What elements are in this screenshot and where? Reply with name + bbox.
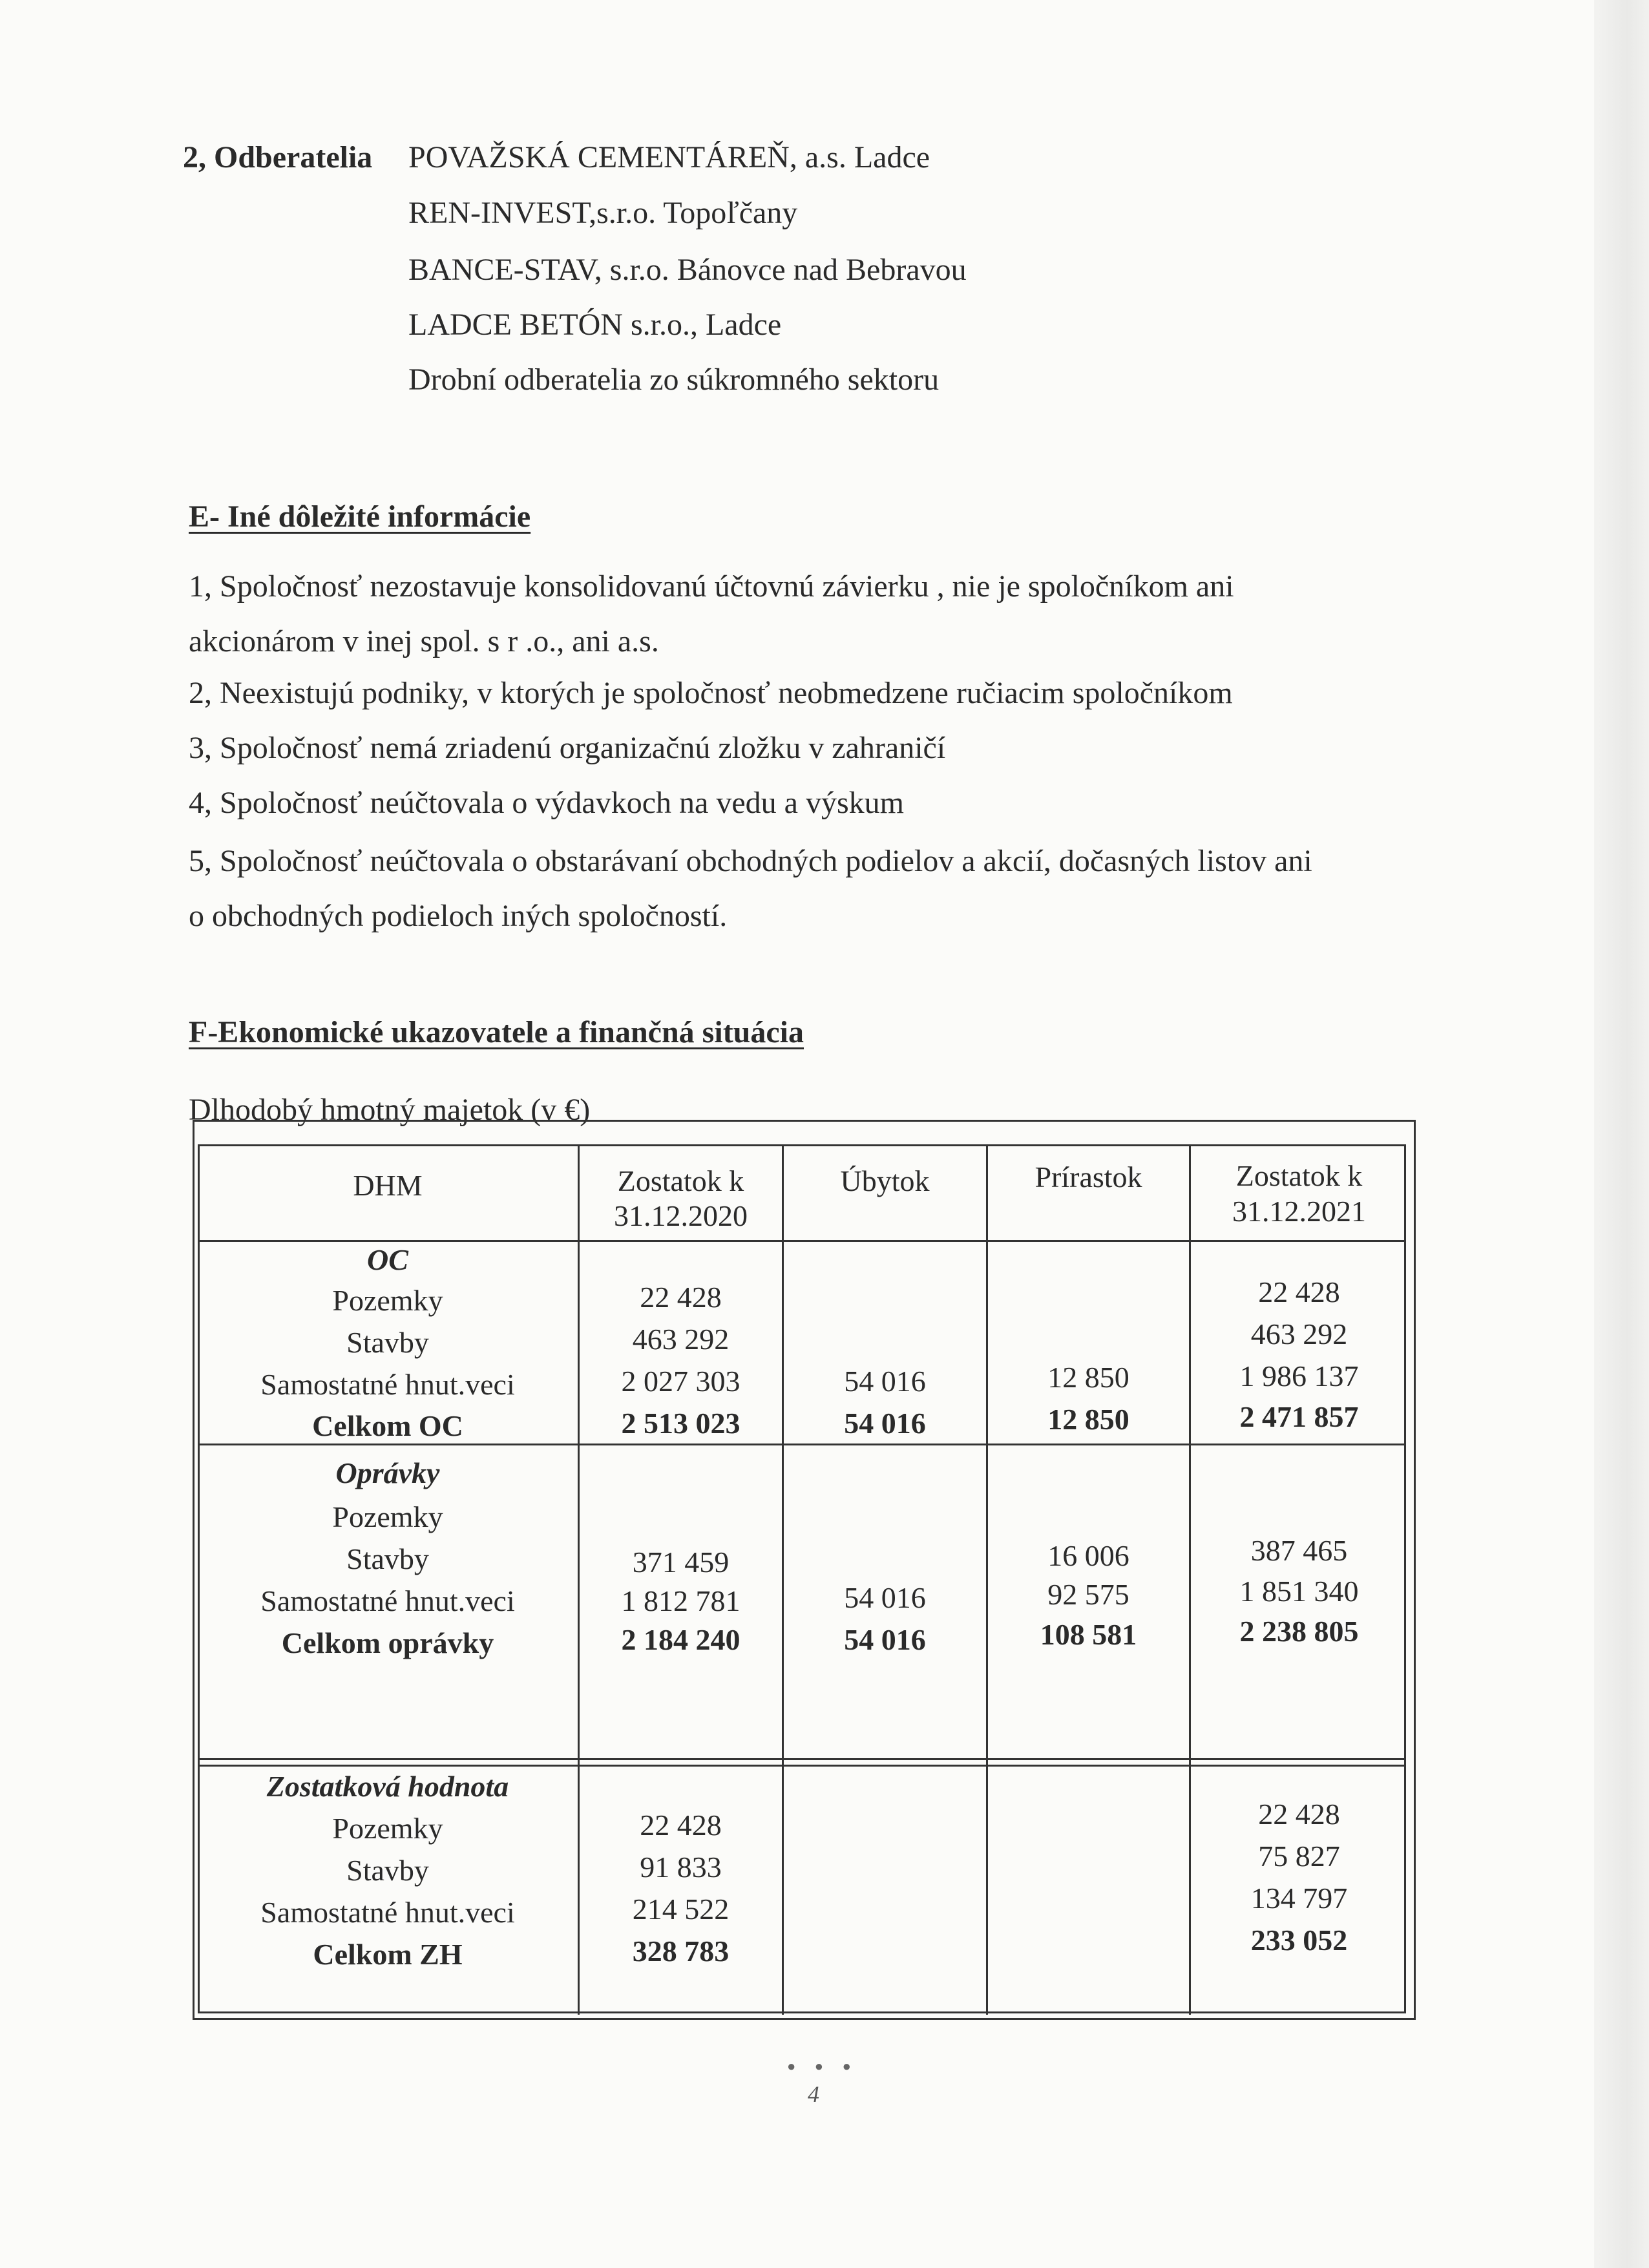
customer-item: REN-INVEST,s.r.o. Topoľčany: [408, 196, 798, 230]
row-divider: [198, 1765, 1406, 1767]
oc-total-label: Celkom OC: [312, 1409, 463, 1442]
oc-label: Stavby: [346, 1326, 429, 1359]
zh-label: Stavby: [346, 1854, 429, 1887]
header-end-1: Zostatok k: [1235, 1159, 1363, 1192]
opravky-ubytok-value: 54 016: [844, 1581, 926, 1614]
opravky-title: Oprávky: [335, 1456, 440, 1489]
oc-start-total: 2 513 023: [621, 1407, 740, 1440]
zh-start-value: 214 522: [632, 1893, 730, 1926]
row-divider: [198, 1240, 1406, 1242]
zh-title: Zostatková hodnota: [266, 1770, 509, 1803]
opravky-prirastok-total: 108 581: [1040, 1618, 1137, 1651]
zh-end-value: 134 797: [1250, 1882, 1348, 1915]
info-line: 1, Spoločnosť nezostavuje konsolidovanú účtovnú závierku , nie je spoločníkom ani: [189, 569, 1234, 604]
oc-end-value: 22 428: [1258, 1276, 1340, 1308]
oc-title: OC: [367, 1243, 408, 1276]
header-start-2: 31.12.2020: [614, 1199, 748, 1232]
assets-table: [193, 1120, 1416, 2020]
opravky-start-value: 1 812 781: [621, 1584, 740, 1617]
opravky-end-value: 1 851 340: [1239, 1575, 1359, 1608]
zh-total-label: Celkom ZH: [313, 1938, 463, 1971]
info-line: 3, Spoločnosť nemá zriadenú organizačnú zložku v zahraničí: [189, 731, 946, 765]
info-line: 5, Spoločnosť neúčtovala o obstarávaní obchodných podielov a akcií, dočasných listov ani: [189, 844, 1312, 878]
oc-end-value: 463 292: [1250, 1318, 1348, 1350]
opravky-label: Samostatné hnut.veci: [260, 1584, 515, 1617]
opravky-end-total: 2 238 805: [1239, 1615, 1359, 1648]
zh-end-value: 75 827: [1258, 1840, 1340, 1873]
oc-label: Pozemky: [332, 1284, 443, 1317]
opravky-end-value: 387 465: [1250, 1534, 1348, 1567]
section-e-heading: E- Iné dôležité informácie: [189, 499, 531, 534]
header-dhm: DHM: [353, 1169, 423, 1202]
customer-item: Drobní odberatelia zo súkromného sektoru: [408, 362, 940, 397]
section-f-heading: F-Ekonomické ukazovatele a finančná situácia: [189, 1015, 804, 1049]
header-ubytok: Úbytok: [840, 1164, 930, 1197]
header-start-1: Zostatok k: [617, 1164, 744, 1197]
zh-start-value: 91 833: [640, 1851, 722, 1884]
zh-label: Pozemky: [332, 1812, 443, 1845]
oc-prirastok-total: 12 850: [1047, 1403, 1129, 1436]
header-prirastok: Prírastok: [1035, 1160, 1142, 1193]
zh-start-value: 22 428: [640, 1809, 722, 1842]
info-line: 2, Neexistujú podniky, v ktorých je spoločnosť neobmedzene ručiacim spoločníkom: [189, 676, 1233, 710]
oc-ubytok-value: 54 016: [844, 1365, 926, 1398]
header-end-2: 31.12.2021: [1232, 1195, 1366, 1228]
oc-end-total: 2 471 857: [1239, 1400, 1359, 1433]
info-line: akcionárom v inej spol. s r .o., ani a.s.: [189, 624, 659, 658]
oc-start-value: 463 292: [632, 1323, 730, 1356]
opravky-prirastok-value: 92 575: [1047, 1578, 1129, 1611]
customers-label: 2, Odberatelia: [183, 140, 373, 174]
row-divider: [198, 1758, 1406, 1760]
zh-label: Samostatné hnut.veci: [260, 1896, 515, 1929]
oc-start-value: 2 027 303: [621, 1365, 740, 1398]
oc-start-value: 22 428: [640, 1281, 722, 1314]
info-line: o obchodných podieloch iných spoločností.: [189, 899, 728, 933]
scan-edge-shadow: [1594, 0, 1649, 2268]
page-ornament: ● ● ●: [787, 2058, 859, 2074]
row-divider: [198, 1444, 1406, 1445]
customer-item: POVAŽSKÁ CEMENTÁREŇ, a.s. Ladce: [408, 140, 930, 174]
opravky-start-total: 2 184 240: [621, 1623, 740, 1656]
table-caption: Dlhodobý hmotný majetok (v €): [189, 1093, 591, 1127]
oc-ubytok-total: 54 016: [844, 1407, 926, 1440]
opravky-prirastok-value: 16 006: [1047, 1539, 1129, 1572]
opravky-start-value: 371 459: [632, 1546, 730, 1579]
oc-label: Samostatné hnut.veci: [260, 1368, 515, 1401]
opravky-label: Pozemky: [332, 1500, 443, 1533]
zh-end-value: 22 428: [1258, 1798, 1340, 1831]
opravky-ubytok-total: 54 016: [844, 1623, 926, 1656]
oc-prirastok-value: 12 850: [1047, 1361, 1129, 1394]
customer-item: BANCE-STAV, s.r.o. Bánovce nad Bebravou: [408, 253, 967, 287]
zh-end-total: 233 052: [1250, 1924, 1348, 1957]
opravky-label: Stavby: [346, 1542, 429, 1575]
opravky-total-label: Celkom oprávky: [281, 1626, 494, 1659]
info-line: 4, Spoločnosť neúčtovala o výdavkoch na vedu a výskum: [189, 786, 904, 820]
oc-end-value: 1 986 137: [1239, 1360, 1359, 1392]
customer-item: LADCE BETÓN s.r.o., Ladce: [408, 308, 782, 342]
zh-start-total: 328 783: [632, 1935, 730, 1968]
page-number: 4: [808, 2081, 819, 2107]
